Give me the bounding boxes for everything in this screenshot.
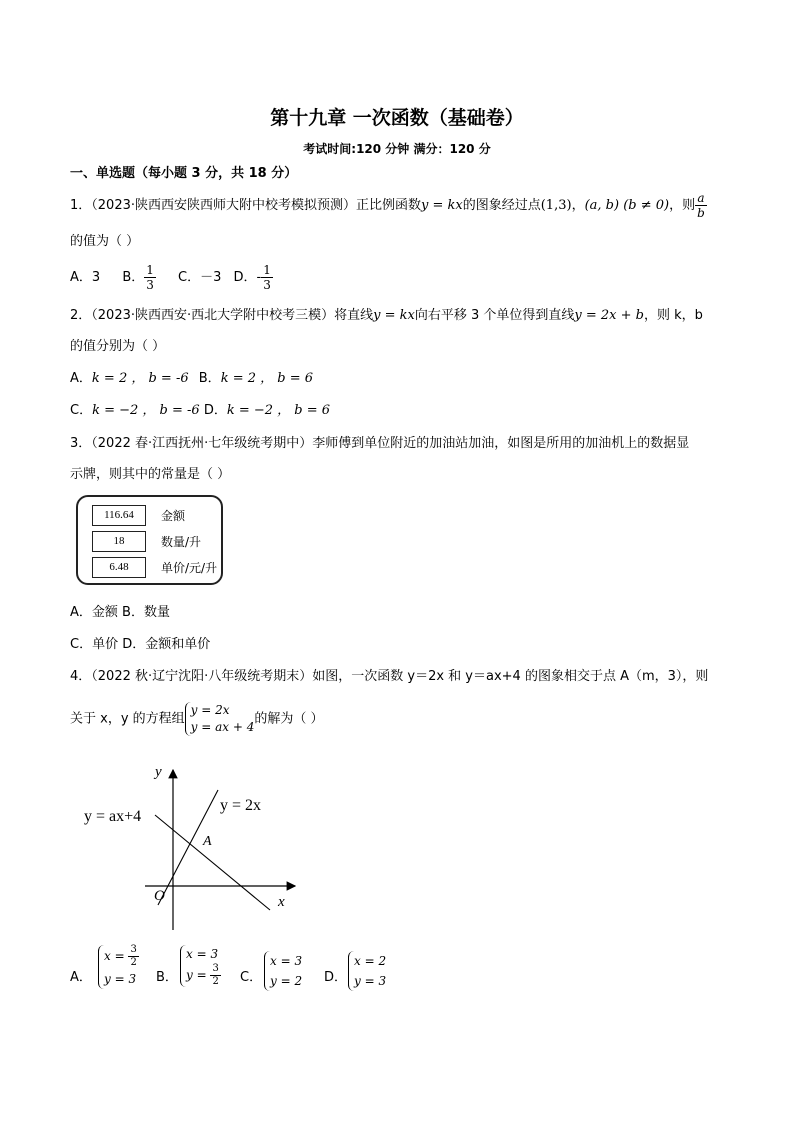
q3-line2: 示牌，则其中的常量是（ ） bbox=[70, 467, 231, 482]
line-y-ax-plus-4 bbox=[155, 815, 270, 910]
q2-option-d: D． bbox=[203, 403, 227, 418]
q2-option-c: C． bbox=[70, 403, 93, 418]
q1-fraction: $\frac{a}{b}$ bbox=[697, 191, 705, 220]
q4-graph bbox=[80, 760, 310, 935]
q4-option-c: C． bbox=[240, 970, 263, 985]
q1-ab: (a, b) bbox=[584, 198, 620, 213]
amount-value: 116.64 bbox=[92, 505, 146, 526]
q2-option-b: B． bbox=[198, 371, 221, 386]
q1-line2: 的值为（ ） bbox=[70, 234, 140, 249]
q1-option-d-frac: $\frac{1}{3}$ bbox=[263, 263, 271, 292]
q4-option-d-system: x = 2 y = 3 bbox=[348, 951, 386, 991]
y-axis-label: y bbox=[155, 764, 162, 780]
q1-prefix: 1．（2023·陕西西安陕西师大附中校考模拟预测）正比例函数 bbox=[70, 198, 421, 213]
q1-point: (1,3) bbox=[540, 198, 572, 213]
origin-label: O bbox=[154, 888, 165, 904]
section-heading: 一、单选题（每小题 3 分，共 18 分） bbox=[70, 166, 298, 181]
q1-options bbox=[70, 264, 273, 291]
question-4: 4．（2022 秋·辽宁沈阳·八年级统考期末）如图，一次函数 y＝2x 和 y＝ax+4 的图象相交于点 A（m，3），则 bbox=[70, 669, 709, 684]
q1-then: ，则 bbox=[669, 198, 696, 213]
q4-option-b-system: x = 3 y = $\frac{3}{2}$ bbox=[180, 945, 221, 987]
point-a-label: A bbox=[203, 834, 212, 849]
q4-option-d: D． bbox=[324, 970, 348, 985]
q2-f2: y = 2x + b bbox=[574, 308, 644, 323]
fuel-pump-display bbox=[76, 495, 223, 585]
question-2 bbox=[70, 304, 703, 323]
x-axis-label: x bbox=[278, 894, 285, 910]
q2-option-b-value: k = 2 ， b = 6 bbox=[220, 371, 314, 386]
q4-option-c-system: x = 3 y = 2 bbox=[264, 951, 302, 991]
q2-option-a-value: k = 2 ， b = -6 bbox=[91, 371, 189, 386]
q1-option-d: D．- bbox=[233, 270, 262, 285]
quantity-value: 18 bbox=[92, 531, 146, 552]
q2-tail: ，则 k，b bbox=[643, 308, 703, 323]
q3-options-ab: A．金额 B．数量 bbox=[70, 605, 170, 620]
amount-label: 金额 bbox=[161, 509, 186, 523]
q2-f1: y = kx bbox=[373, 308, 415, 323]
q4-line2-post: 的解为（ ） bbox=[254, 711, 324, 727]
quantity-label: 数量/升 bbox=[161, 535, 202, 549]
line2-label: y = ax+4 bbox=[84, 808, 142, 825]
q2-options-cd bbox=[70, 399, 330, 418]
q2-options-ab bbox=[70, 367, 313, 386]
q2-prefix: 2．（2023·陕西西安·西北大学附中校考三模）将直线 bbox=[70, 308, 374, 323]
q1-option-c: C．－3 bbox=[178, 270, 222, 285]
q2-option-a: A． bbox=[70, 371, 92, 386]
q1-option-a: A．3 bbox=[70, 270, 101, 285]
q2-mid: 向右平移 3 个单位得到直线 bbox=[414, 308, 575, 323]
q4-line2-pre: 关于 x，y 的方程组 bbox=[70, 711, 185, 727]
q1-func: y = kx bbox=[421, 198, 463, 213]
q2-option-d-value: k = −2 ， b = 6 bbox=[226, 403, 331, 418]
q1-mid: 的图象经过点 bbox=[462, 198, 541, 213]
line1-label: y = 2x bbox=[220, 797, 262, 814]
question-1 bbox=[70, 192, 707, 219]
q1-option-b-frac: $\frac{1}{3}$ bbox=[146, 263, 154, 292]
q2-line2: 的值分别为（ ） bbox=[70, 339, 166, 354]
q4-option-b: B． bbox=[156, 970, 178, 985]
q4-option-a-system: x = $\frac{3}{2}$ y = 3 bbox=[98, 945, 139, 989]
q1-cond: (b ≠ 0) bbox=[623, 198, 670, 213]
exam-info: 考试时间:120 分钟 满分：120 分 bbox=[303, 142, 491, 156]
q4-option-a: A． bbox=[70, 970, 92, 985]
q4-equation-system: y = 2x y = ax + 4 bbox=[185, 702, 255, 736]
price-label: 单价/元/升 bbox=[161, 561, 218, 575]
q1-option-b: B． bbox=[122, 270, 145, 285]
price-value: 6.48 bbox=[92, 557, 146, 578]
page-title: 第十九章 一次函数（基础卷） bbox=[270, 107, 524, 129]
q4-line2 bbox=[70, 702, 324, 736]
question-3: 3．（2022 春·江西抚州·七年级统考期中）李师傅到单位附近的加油站加油，如图是所用的加油机上的数据显 bbox=[70, 436, 690, 451]
q2-option-c-value: k = −2 ， b = -6 bbox=[92, 403, 200, 418]
q1-comma: ， bbox=[571, 198, 585, 213]
q3-options-cd: C．单价 D．金额和单价 bbox=[70, 637, 211, 652]
